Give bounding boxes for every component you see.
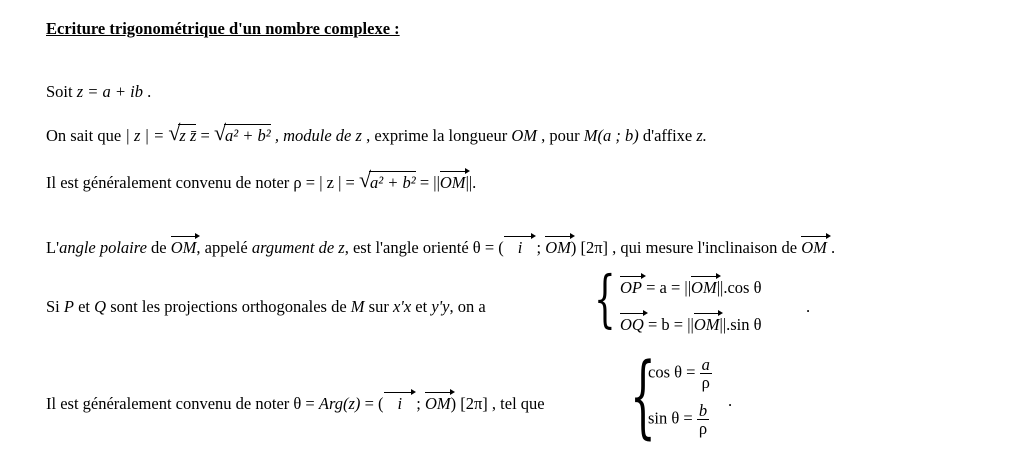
system-oq: [620, 312, 762, 335]
appele-text: , appelé: [196, 238, 248, 257]
op-equation: = a = ||: [646, 278, 692, 297]
period: .: [728, 391, 733, 410]
line-arg: [46, 391, 545, 414]
vector-om: OM: [171, 235, 197, 258]
point-m: M(a ; b): [583, 126, 639, 145]
vector-i: i: [504, 235, 533, 258]
vector-om: OM: [801, 235, 827, 258]
z-var: z: [355, 126, 362, 145]
period: .: [147, 82, 152, 101]
sur-text: sur: [368, 297, 389, 316]
equals-paren: = (: [364, 394, 384, 413]
affixe-text: d'affixe: [642, 126, 693, 145]
point-p: P: [63, 297, 74, 316]
lead-text: Il est généralement convenu de noter: [46, 173, 290, 192]
om-text: OM: [511, 126, 537, 145]
vector-i: i: [384, 391, 413, 414]
fraction-a-rho: [700, 356, 712, 392]
left-brace: {: [630, 344, 656, 449]
left-brace: {: [594, 262, 616, 335]
page-title: Ecriture trigonométrique d'un nombre complexe :: [46, 19, 400, 38]
et-text: et: [78, 297, 91, 316]
line-projections: [46, 297, 486, 317]
abs-z: | z | =: [125, 126, 165, 145]
line-module: [46, 120, 707, 146]
et-text: et: [415, 297, 428, 316]
cos-label: cos θ =: [648, 362, 696, 382]
separator: ;: [416, 394, 421, 413]
projection-text: sont les projections orthogonales de: [110, 297, 347, 316]
z-end: z.: [696, 126, 707, 145]
denominator: ρ: [701, 373, 710, 393]
sin-text: ||.sin θ: [719, 315, 762, 334]
ona-text: , on a: [449, 297, 486, 316]
oq-equation: = b = ||: [647, 315, 694, 334]
module-text: , module de: [274, 126, 352, 145]
vector-om: OM: [545, 235, 571, 258]
z-definition: z = a + ib: [76, 82, 144, 101]
numerator: b: [698, 401, 708, 420]
angle-text: , est l'angle orienté θ = (: [344, 238, 504, 257]
system-op: [620, 275, 761, 298]
axis-yy: y'y: [431, 297, 450, 316]
line-rho: [46, 167, 477, 193]
arg-z: Arg(z): [318, 394, 361, 413]
lead-text: On sait que: [46, 126, 122, 145]
vector-om: OM: [691, 275, 717, 298]
cos-relation: [648, 356, 712, 392]
period: .: [831, 238, 836, 257]
sqrt-a2b2: √ a² + b²: [358, 167, 416, 192]
mod-text: ) [2π] , tel que: [450, 394, 545, 413]
vector-om: OM: [440, 170, 466, 193]
angle-polaire: angle polaire: [59, 238, 147, 257]
zz-text: z z̄: [179, 126, 197, 145]
numerator: a: [701, 355, 710, 374]
fraction-b-rho: [697, 402, 709, 438]
period: .: [806, 297, 811, 316]
theta-eq: θ =: [293, 394, 315, 413]
equals: =: [200, 126, 210, 145]
sqrt-zz: √ z z̄: [168, 120, 197, 145]
equals-norm: = ||: [419, 173, 440, 192]
lead-text: Il est généralement convenu de noter: [46, 394, 290, 413]
de-text: de: [151, 238, 167, 257]
a2b2-text: a² + b²: [369, 173, 416, 192]
mid-text: , exprime la longueur: [366, 126, 508, 145]
axis-xx: x'x: [392, 297, 412, 316]
vector-om: OM: [694, 312, 720, 335]
point-q: Q: [94, 297, 107, 316]
separator: ;: [536, 238, 542, 257]
denominator: ρ: [698, 419, 708, 439]
sin-relation: [648, 402, 709, 438]
mod-text: ) [2π] , qui mesure l'inclinaison de: [570, 238, 798, 257]
l-prefix: L': [46, 238, 60, 257]
cos-text: ||.cos θ: [716, 278, 762, 297]
soit-text: Soit: [46, 82, 73, 101]
vector-op: OP: [620, 275, 642, 298]
line-angle: [46, 235, 835, 258]
rho-expr: ρ = | z | =: [293, 173, 355, 192]
vector-oq: OQ: [620, 312, 644, 335]
a2b2-text: a² + b²: [224, 126, 271, 145]
point-m: M: [350, 297, 365, 316]
argument-text: argument de z: [251, 238, 345, 257]
sin-label: sin θ =: [648, 408, 693, 428]
norm-end: ||.: [465, 173, 477, 192]
si-text: Si: [46, 297, 60, 316]
line-soit: [46, 82, 151, 102]
sqrt-a2b2: √ a² + b²: [213, 120, 271, 145]
vector-om: OM: [425, 391, 451, 414]
pour-text: , pour: [541, 126, 580, 145]
